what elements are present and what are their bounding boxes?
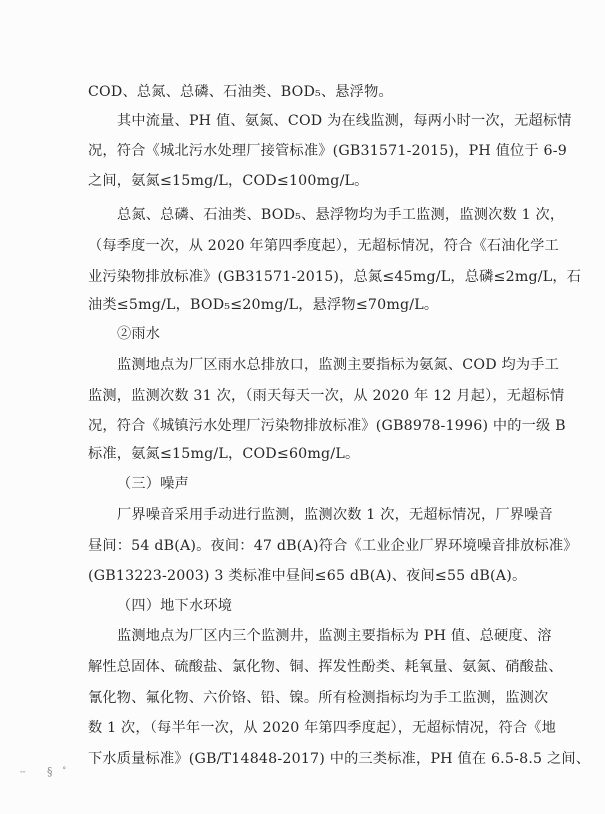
text-line-22: 数 1 次，（每半年一次，从 2020 年第四季度起），无超标情况，符合《地 (88, 720, 557, 736)
text-line-3: 况，符合《城北污水处理厂接管标准》(GB31571-2015)，PH 值位于 6-9 (88, 143, 567, 159)
text-line-10: 监测地点为厂区雨水总排放口，监测主要指标为氨氮、COD 均为手工 (117, 357, 560, 373)
text-line-19: 监测地点为厂区内三个监测井，监测主要指标为 PH 值、总硬度、溶 (117, 628, 552, 644)
scan-mark-icon: ╌ (20, 768, 26, 778)
text-line-13: 标准，氨氮≤15mg/L，COD≤60mg/L。 (88, 446, 360, 462)
text-line-8: 油类≤5mg/L，BOD₅≤20mg/L，悬浮物≤70mg/L。 (88, 297, 439, 313)
text-line-23: 下水质量标准》(GB/T14848-2017) 中的三类标准，PH 值在 6.5-8.5 之间、 (88, 751, 591, 767)
text-line-6: （每季度一次，从 2020 年第四季度起），无超标情况，符合《石油化学工 (88, 238, 559, 254)
section-heading-noise: （三）噪声 (117, 476, 189, 492)
text-line-20: 解性总固体、硫酸盐、氯化物、铜、挥发性酚类、耗氧量、氨氮、硝酸盐、 (88, 659, 563, 675)
text-line-21: 氰化物、氟化物、六价铬、铅、镍。所有检测指标均为手工监测，监测次 (88, 690, 549, 706)
section-heading-groundwater: （四）地下水环境 (117, 598, 233, 614)
section-heading-rainwater: ②雨水 (117, 326, 161, 342)
text-line-2: 其中流量、PH 值、氨氮、COD 为在线监测，每两小时一次，无超标情 (117, 113, 572, 129)
text-line-4: 之间，氨氮≤15mg/L，COD≤100mg/L。 (88, 173, 369, 189)
text-line-5: 总氮、总磷、石油类、BOD₅、悬浮物均为手工监测，监测次数 1 次， (117, 207, 565, 223)
scan-mark-icon: § (47, 765, 53, 778)
text-line-17: (GB13223-2003) 3 类标准中昼间≤65 dB(A)、夜间≤55 dB(A)。 (88, 568, 527, 584)
text-line-11: 监测，监测次数 31 次，（雨天每天一次，从 2020 年 12 月起），无超标情 (88, 388, 565, 404)
text-line-12: 况，符合《城镇污水处理厂污染物排放标准》(GB8978-1996) 中的一级 B (88, 418, 566, 434)
text-line-15: 厂界噪音采用手动进行监测，监测次数 1 次，无超标情况，厂界噪音 (117, 507, 553, 523)
text-line-1: COD、总氮、总磷、石油类、BOD₅、悬浮物。 (88, 84, 393, 100)
text-line-16: 昼间：54 dB(A)。夜间：47 dB(A)符合《工业企业厂界环境噪音排放标准》 (88, 538, 578, 554)
scan-mark-icon: ˚ (62, 768, 67, 778)
text-line-7: 业污染物排放标准》(GB31571-2015)，总氮≤45mg/L，总磷≤2mg/L，石 (88, 269, 582, 285)
